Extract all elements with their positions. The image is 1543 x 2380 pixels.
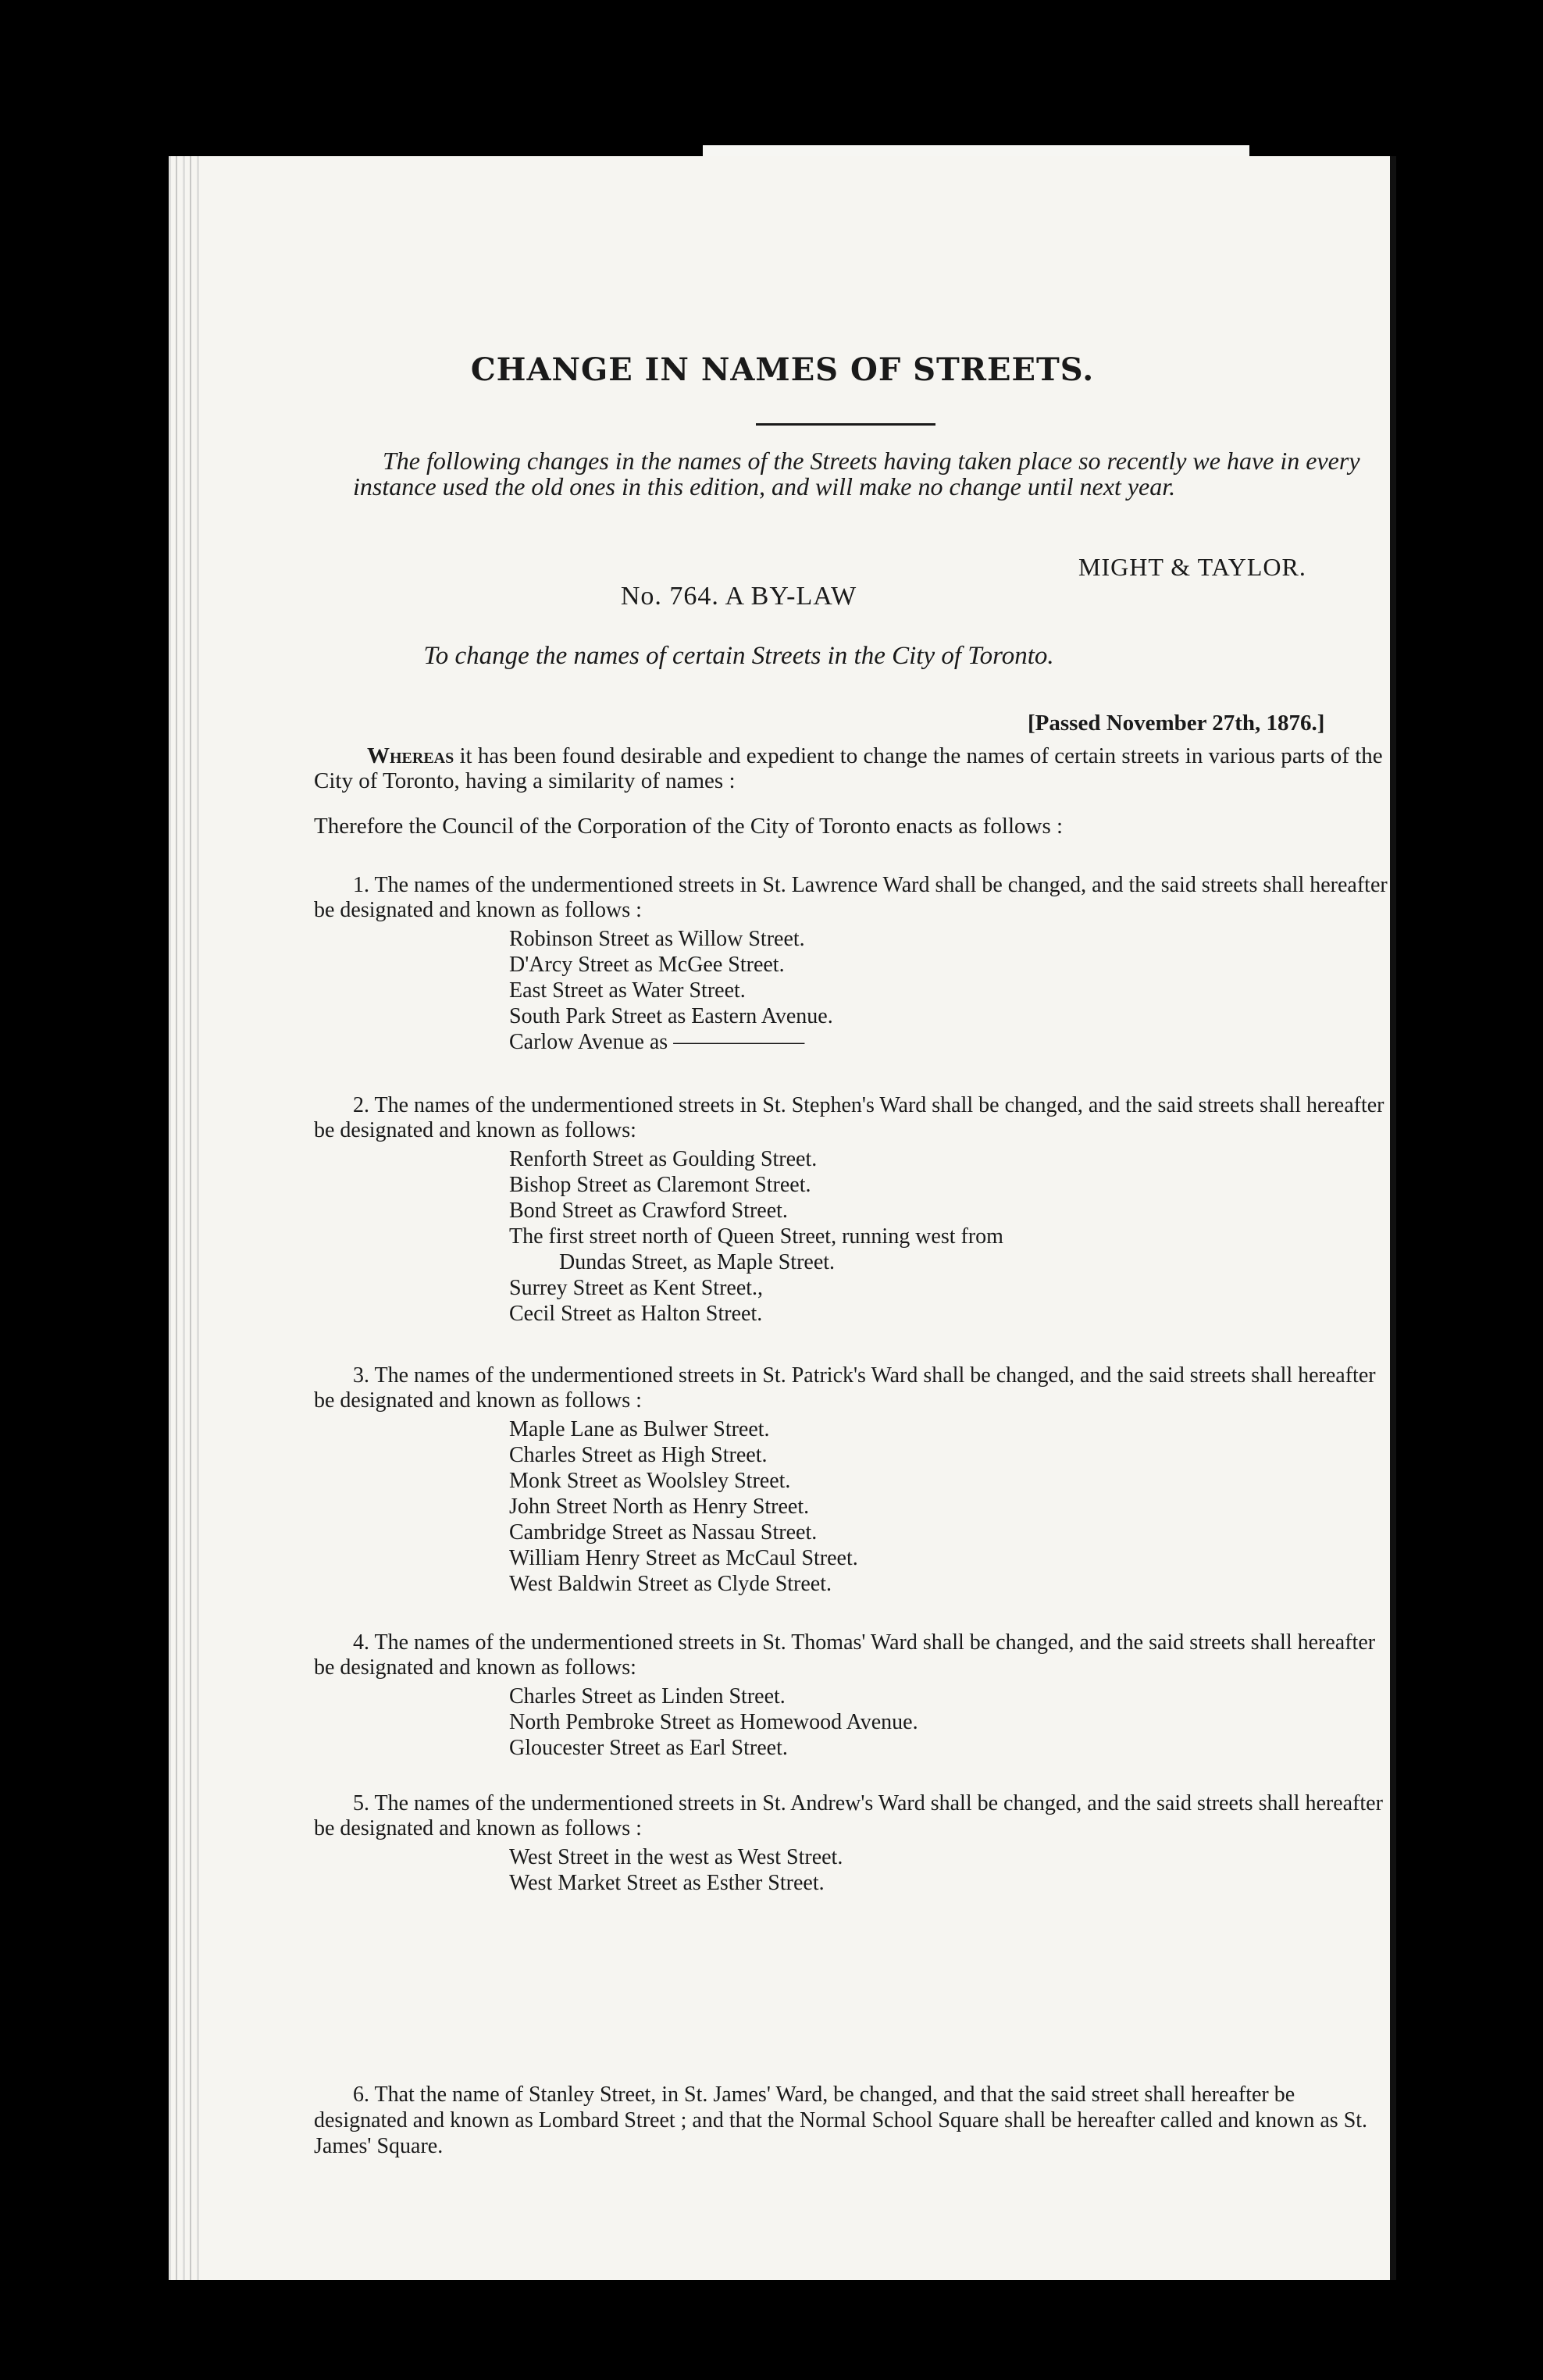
list-item: West Street in the west as West Street.: [509, 1845, 843, 1869]
list-item: [509, 1249, 1392, 1275]
whereas-paragraph: [314, 743, 1392, 793]
whereas-lead: Whereas: [367, 743, 454, 768]
list-item: William Henry Street as McCaul Street.: [509, 1546, 858, 1570]
section-text: 1. The names of the undermentioned streets in St. Lawrence Ward shall be changed, and the said streets shall hereafter be designated and known as follows :: [314, 873, 1388, 922]
list-item: Gloucester Street as Earl Street.: [509, 1736, 788, 1760]
list-item: Bishop Street as Claremont Street.: [509, 1173, 811, 1197]
list-item: Charles Street as High Street.: [509, 1443, 768, 1467]
list-item: West Baldwin Street as Clyde Street.: [509, 1572, 832, 1596]
section-text: 3. The names of the undermentioned streets in St. Patrick's Ward shall be changed, and the said streets shall hereafter be designated and known as follows :: [314, 1363, 1376, 1413]
list-item: East Street as Water Street.: [509, 978, 746, 1003]
section-text: 5. The names of the undermentioned streets in St. Andrew's Ward shall be changed, and the said streets shall hereafter be designated and known as follows :: [314, 1791, 1383, 1840]
list-item: West Market Street as Esther Street.: [509, 1871, 825, 1895]
street-list: [314, 1416, 1392, 1597]
section-text: 2. The names of the undermentioned streets in St. Stephen's Ward shall be changed, and the said streets shall hereafter be designated and known as follows:: [314, 1093, 1384, 1142]
intro-note: The following changes in the names of the Streets having taken place so recently we have in every instance used the old ones in this edition, and will make no change until next year.: [353, 447, 1360, 501]
publisher-signature: MIGHT & TAYLOR.: [1078, 553, 1306, 581]
section-5: [314, 1791, 1392, 1896]
page-title: CHANGE IN NAMES OF STREETS.: [470, 351, 1095, 388]
list-item: Cambridge Street as Nassau Street.: [509, 1520, 818, 1545]
section-6: 6. That the name of Stanley Street, in St. James' Ward, be changed, and that the said street shall hereafter be designated and known as Lombard Street ; and that the Normal School Square shall be hereafter called and known as St. James' Square.: [314, 2082, 1368, 2158]
list-item: Robinson Street as Willow Street.: [509, 927, 805, 951]
list-item: North Pembroke Street as Homewood Avenue.: [509, 1710, 918, 1734]
list-item-continuation: Dundas Street, as Maple Street.: [559, 1250, 836, 1274]
document-page: [169, 156, 1396, 2280]
section-1: [314, 873, 1392, 1055]
section-4: [314, 1630, 1392, 1761]
list-item: Charles Street as Linden Street.: [509, 1684, 786, 1708]
list-item: Bond Street as Crawford Street.: [509, 1199, 788, 1223]
list-item: Monk Street as Woolsley Street.: [509, 1469, 791, 1493]
bylaw-heading: No. 764. A BY-LAW: [620, 582, 857, 611]
passed-date: [Passed November 27th, 1876.]: [1028, 711, 1325, 736]
list-item: The first street north of Queen Street, running west from: [509, 1224, 1003, 1249]
street-list: [314, 1146, 1392, 1327]
section-2: [314, 1093, 1392, 1327]
whereas-text: it has been found desirable and expedient to change the names of certain streets in various parts of the City of Toronto, having a similarity of names :: [314, 743, 1383, 793]
list-item: Cecil Street as Halton Street.: [509, 1302, 763, 1326]
title-rule: [756, 423, 935, 426]
list-item: Surrey Street as Kent Street.,: [509, 1276, 764, 1300]
list-item: South Park Street as Eastern Avenue.: [509, 1004, 833, 1028]
list-item: D'Arcy Street as McGee Street.: [509, 953, 785, 977]
therefore-paragraph: Therefore the Council of the Corporation of the City of Toronto enacts as follows :: [314, 814, 1064, 839]
list-item: Renforth Street as Goulding Street.: [509, 1147, 818, 1171]
section-text: 4. The names of the undermentioned streets in St. Thomas' Ward shall be changed, and the said streets shall hereafter be designated and known as follows:: [314, 1630, 1376, 1680]
page-top-tab: [703, 145, 1249, 156]
street-list: [314, 1844, 1392, 1896]
list-item: John Street North as Henry Street.: [509, 1495, 810, 1519]
street-list: [314, 926, 1392, 1055]
street-list: [314, 1683, 1392, 1761]
list-item: Carlow Avenue as ——————: [509, 1030, 805, 1054]
bylaw-subtitle: To change the names of certain Streets in the City of Toronto.: [423, 642, 1054, 670]
section-3: [314, 1363, 1392, 1597]
list-item: Maple Lane as Bulwer Street.: [509, 1417, 770, 1441]
